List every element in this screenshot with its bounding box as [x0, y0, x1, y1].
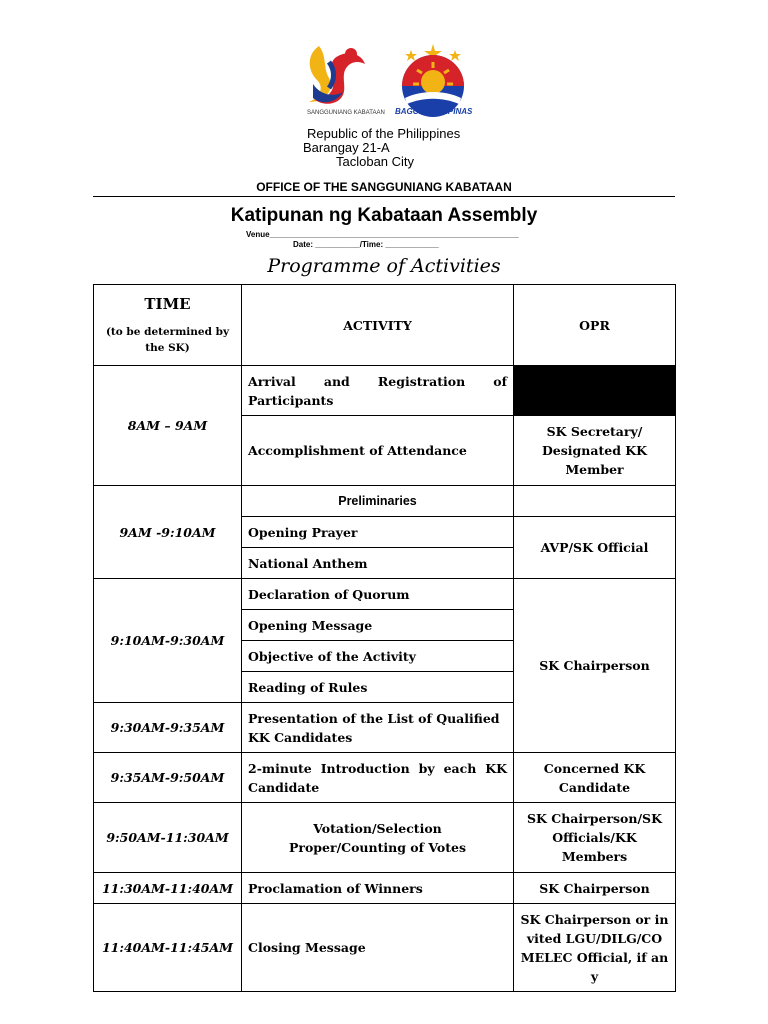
header-logos	[305, 40, 485, 128]
time-cell: 11:30AM-11:40AM	[94, 873, 242, 904]
activity-cell: Reading of Rules	[242, 672, 514, 703]
table-row	[94, 366, 676, 416]
date-time-line: Date: __________/Time: ____________	[293, 240, 439, 249]
time-cell: 9:10AM-9:30AM	[94, 579, 242, 703]
barangay-line: Barangay 21-A	[303, 140, 390, 155]
opr-cell: SK Chairperson or invited LGU/DILG/COMELEC Official, if any	[514, 904, 676, 992]
header-activity: ACTIVITY	[242, 285, 514, 366]
time-cell: 11:40AM-11:45AM	[94, 904, 242, 992]
activity-cell: Proclamation of Winners	[242, 873, 514, 904]
header-time-note: (to be determined by the SK)	[105, 325, 230, 354]
activity-cell: National Anthem	[242, 548, 514, 579]
opr-cell: SK Chairperson	[514, 873, 676, 904]
time-cell: 9AM -9:10AM	[94, 486, 242, 579]
table-row	[94, 904, 676, 992]
opr-cell-empty	[514, 486, 676, 517]
redacted-opr-cell	[514, 366, 676, 416]
sk-logo-caption: SANGGUNIANG KABATAAN	[307, 110, 385, 116]
activity-cell: Declaration of Quorum	[242, 579, 514, 610]
table-row	[94, 873, 676, 904]
time-cell: 9:50AM-11:30AM	[94, 803, 242, 873]
time-cell: 8AM – 9AM	[94, 366, 242, 486]
activity-cell: Arrival and Registration of Participants	[242, 366, 514, 416]
office-title: OFFICE OF THE SANGGUNIANG KABATAAN	[256, 180, 512, 194]
activity-cell: Votation/Selection Proper/Counting of Votes	[242, 803, 514, 873]
activity-cell: Objective of the Activity	[242, 641, 514, 672]
programme-table	[93, 284, 676, 992]
table-row	[94, 803, 676, 873]
activity-cell: Presentation of the List of Qualified KK Candidates	[242, 703, 514, 753]
opr-cell: SK Chairperson/SK Officials/KK Members	[514, 803, 676, 873]
table-row	[94, 579, 676, 610]
opr-cell: AVP/SK Official	[514, 517, 676, 579]
table-header-row	[94, 285, 676, 366]
opr-cell: SK Secretary/ Designated KK Member	[514, 416, 676, 486]
programme-title: Programme of Activities	[267, 255, 501, 277]
venue-line: Venue________________________________________________________	[246, 230, 519, 239]
assembly-title: Katipunan ng Kabataan Assembly	[230, 205, 538, 226]
activity-cell: Opening Message	[242, 610, 514, 641]
activity-cell: Closing Message	[242, 904, 514, 992]
city-line: Tacloban City	[336, 154, 415, 169]
header-opr: OPR	[514, 285, 676, 366]
activity-cell: 2-minute Introduction by each KK Candidate	[242, 753, 514, 803]
table-row	[94, 486, 676, 517]
header-time-cell	[94, 285, 242, 366]
activity-cell: Opening Prayer	[242, 517, 514, 548]
activity-cell: Preliminaries	[242, 486, 514, 517]
activity-cell: Accomplishment of Attendance	[242, 416, 514, 486]
opr-cell: SK Chairperson	[514, 579, 676, 753]
time-cell: 9:30AM-9:35AM	[94, 703, 242, 753]
header-divider	[93, 196, 675, 197]
header-time: TIME	[144, 294, 191, 313]
opr-cell: Concerned KK Candidate	[514, 753, 676, 803]
time-cell: 9:35AM-9:50AM	[94, 753, 242, 803]
table-row	[94, 753, 676, 803]
republic-line: Republic of the Philippines	[307, 126, 461, 141]
bp-logo-caption: BAGONG PILIPINAS	[395, 107, 473, 116]
